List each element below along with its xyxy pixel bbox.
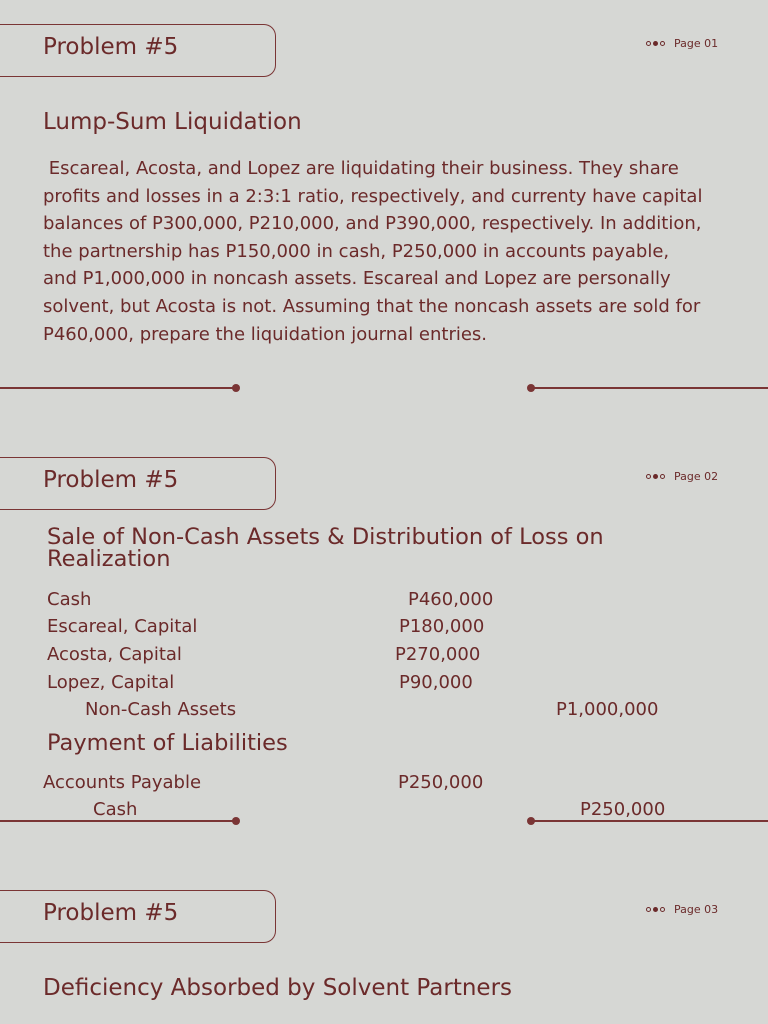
section-heading: Deficiency Absorbed by Solvent Partners: [43, 975, 513, 1001]
problem-paragraph: Escareal, Acosta, and Lopez are liquidating their business. They share profits and losses in a 2:3:1 ratio, respectively, and currenty have capital balances of P300,000, P210,000, and P390,000, respectively. In addition, the partnership has P150,000 in cash, P250,000 in accounts payable, and P1,000,000 in noncash assets. Escareal and Lopez are personally solvent, but Acosta is not. Assuming that the noncash assets are sold for P460,000, prepare the liquidation journal entries.: [43, 158, 709, 345]
divider-right: [531, 387, 768, 389]
section-heading-sale: Sale of Non-Cash Assets & Distribution of Loss on Realization: [47, 524, 604, 572]
entry-account: Cash: [47, 589, 92, 610]
page-indicator: [646, 37, 718, 50]
divider-dot-left: [232, 817, 240, 825]
entry-account: Escareal, Capital: [47, 616, 198, 637]
page-title: Problem #5: [43, 900, 179, 926]
divider-dot-right: [527, 384, 535, 392]
section-heading: Lump-Sum Liquidation: [43, 109, 302, 135]
page-number: Page 03: [674, 903, 719, 916]
entry-account: Lopez, Capital: [47, 672, 175, 693]
dots-icon: [646, 474, 665, 479]
page-number: Page 01: [674, 37, 719, 50]
slide-page-2: [0, 433, 768, 866]
page-number: Page 02: [674, 470, 719, 483]
entry-debit: P90,000: [399, 672, 473, 693]
entry-account: Non-Cash Assets: [85, 699, 237, 720]
entry-credit: P1,000,000: [556, 699, 659, 720]
divider-left: [0, 387, 236, 389]
entry-debit: P250,000: [398, 772, 484, 793]
divider-dot-right: [527, 817, 535, 825]
slide-page-3: [0, 866, 768, 1024]
page-indicator: [646, 470, 718, 483]
entry-credit: P250,000: [580, 799, 666, 820]
divider-left: [0, 820, 236, 822]
page-indicator: [646, 903, 718, 916]
entry-debit: P180,000: [399, 616, 485, 637]
entry-account: Acosta, Capital: [47, 644, 182, 665]
page-title: Problem #5: [43, 467, 179, 493]
entry-account: Accounts Payable: [43, 772, 202, 793]
slide-page-1: [0, 0, 768, 433]
divider-right: [531, 820, 768, 822]
divider-dot-left: [232, 384, 240, 392]
page-title: Problem #5: [43, 34, 179, 60]
entry-account: Cash: [93, 799, 138, 820]
section-heading-liabilities: Payment of Liabilities: [47, 730, 288, 756]
entry-debit: P270,000: [395, 644, 481, 665]
dots-icon: [646, 907, 665, 912]
entry-debit: P460,000: [408, 589, 494, 610]
dots-icon: [646, 41, 665, 46]
